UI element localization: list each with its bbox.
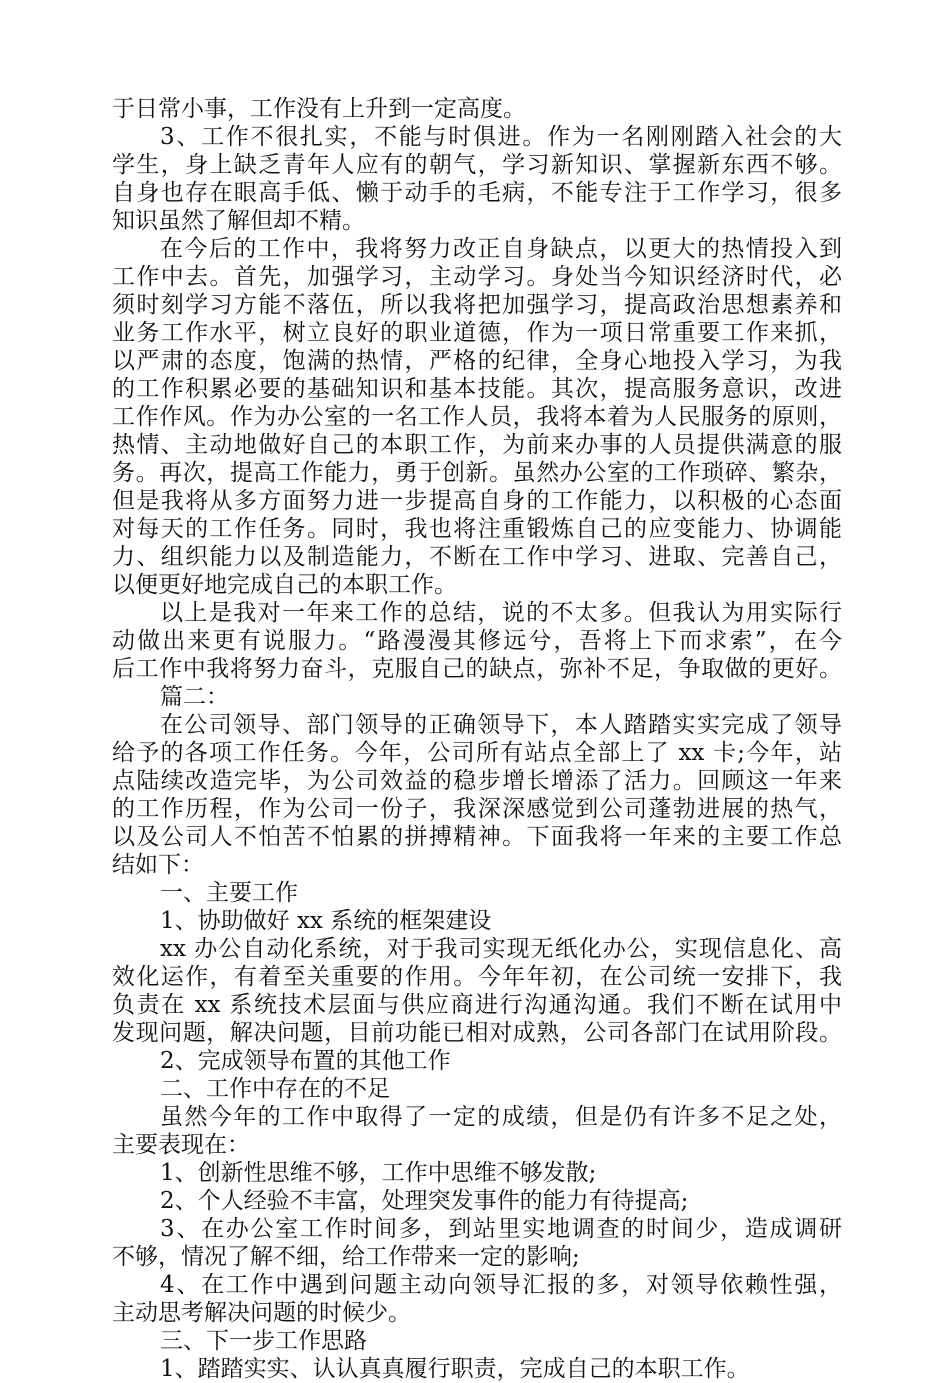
- text-line: 力、组织能力以及制造能力，不断在工作中学习、进取、完善自己，: [112, 544, 842, 570]
- text-line: 3、工作不很扎实，不能与时俱进。作为一名刚刚踏入社会的大: [160, 124, 842, 150]
- text-line: 以上是我对一年来工作的总结，说的不太多。但我认为用实际行: [160, 600, 842, 626]
- text-line: 须时刻学习方能不落伍，所以我将把加强学习，提高政治思想素养和: [112, 292, 842, 318]
- text-line: 主要表现在：: [112, 1132, 250, 1158]
- text-line: 但是我将从多方面努力进一步提高自身的工作能力，以积极的心态面: [112, 488, 842, 514]
- text-line: 效化运作，有着至关重要的作用。今年年初，在公司统一安排下，我: [112, 964, 842, 990]
- text-line: 负责在 xx 系统技术层面与供应商进行沟通沟通。我们不断在试用中: [112, 992, 842, 1018]
- text-line: 于日常小事，工作没有上升到一定高度。: [112, 96, 526, 122]
- text-line: 一、主要工作: [160, 880, 298, 906]
- text-line: 自身也存在眼高手低、懒于动手的毛病，不能专注于工作学习，很多: [112, 180, 842, 206]
- text-line: 以严肃的态度，饱满的热情，严格的纪律，全身心地投入学习，为我: [112, 348, 842, 374]
- text-line: 的工作历程，作为公司一份子，我深深感觉到公司蓬勃进展的热气，: [112, 796, 842, 822]
- text-line: 在公司领导、部门领导的正确领导下，本人踏踏实实完成了领导: [160, 712, 842, 738]
- text-line: 给予的各项工作任务。今年，公司所有站点全部上了 xx 卡;今年，站: [112, 740, 842, 766]
- text-line: 4、在工作中遇到问题主动向领导汇报的多，对领导依赖性强，: [160, 1272, 842, 1298]
- text-line: 工作中去。首先，加强学习，主动学习。身处当今知识经济时代，必: [112, 264, 842, 290]
- text-line: 对每天的工作任务。同时，我也将注重锻炼自己的应变能力、协调能: [112, 516, 842, 542]
- text-line: 务。再次，提高工作能力，勇于创新。虽然办公室的工作琐碎、繁杂，: [112, 460, 842, 486]
- text-line: 1、协助做好 xx 系统的框架建设: [160, 908, 492, 934]
- text-line: 后工作中我将努力奋斗，克服自己的缺点，弥补不足，争取做的更好。: [112, 656, 842, 682]
- text-line: xx 办公自动化系统，对于我司实现无纸化办公，实现信息化、高: [160, 936, 842, 962]
- text-line: 2、完成领导布置的其他工作: [160, 1048, 451, 1074]
- text-line: 学生，身上缺乏青年人应有的朝气，学习新知识、掌握新东西不够。: [112, 152, 842, 178]
- text-line: 工作作风。作为办公室的一名工作人员，我将本着为人民服务的原则，: [112, 404, 842, 430]
- text-line: 1、创新性思维不够，工作中思维不够发散;: [160, 1160, 597, 1186]
- text-line: 不够，情况了解不细，给工作带来一定的影响;: [112, 1244, 580, 1270]
- text-line: 篇二：: [160, 684, 229, 710]
- text-line: 以及公司人不怕苦不怕累的拼搏精神。下面我将一年来的主要工作总: [112, 824, 842, 850]
- document-body: [112, 95, 842, 1383]
- text-line: 知识虽然了解但却不精。: [112, 208, 365, 234]
- text-line: 点陆续改造完毕，为公司效益的稳步增长增添了活力。回顾这一年来: [112, 768, 842, 794]
- text-line: 2、个人经验不丰富，处理突发事件的能力有待提高;: [160, 1188, 689, 1214]
- text-line: 热情、主动地做好自己的本职工作，为前来办事的人员提供满意的服: [112, 432, 842, 458]
- text-line: 结如下：: [112, 852, 204, 878]
- text-line: 的工作积累必要的基础知识和基本技能。其次，提高服务意识，改进: [112, 376, 842, 402]
- text-line: 业务工作水平，树立良好的职业道德，作为一项日常重要工作来抓，: [112, 320, 842, 346]
- text-line: 1、踏踏实实、认认真真履行职责，完成自己的本职工作。: [160, 1356, 750, 1382]
- text-line: 三、下一步工作思路: [160, 1328, 367, 1354]
- text-line: 3、在办公室工作时间多，到站里实地调查的时间少，造成调研: [160, 1216, 842, 1242]
- text-line: 二、工作中存在的不足: [160, 1076, 390, 1102]
- text-line: 虽然今年的工作中取得了一定的成绩，但是仍有许多不足之处，: [160, 1104, 842, 1130]
- text-line: 在今后的工作中，我将努力改正自身缺点，以更大的热情投入到: [160, 236, 842, 262]
- text-line: 发现问题，解决问题，目前功能已相对成熟，公司各部门在试用阶段。: [112, 1020, 842, 1046]
- text-line: 主动思考解决问题的时候少。: [112, 1300, 411, 1326]
- text-line: 以便更好地完成自己的本职工作。: [112, 572, 457, 598]
- text-line: 动做出来更有说服力。“路漫漫其修远兮，吾将上下而求索”，在今: [112, 628, 842, 654]
